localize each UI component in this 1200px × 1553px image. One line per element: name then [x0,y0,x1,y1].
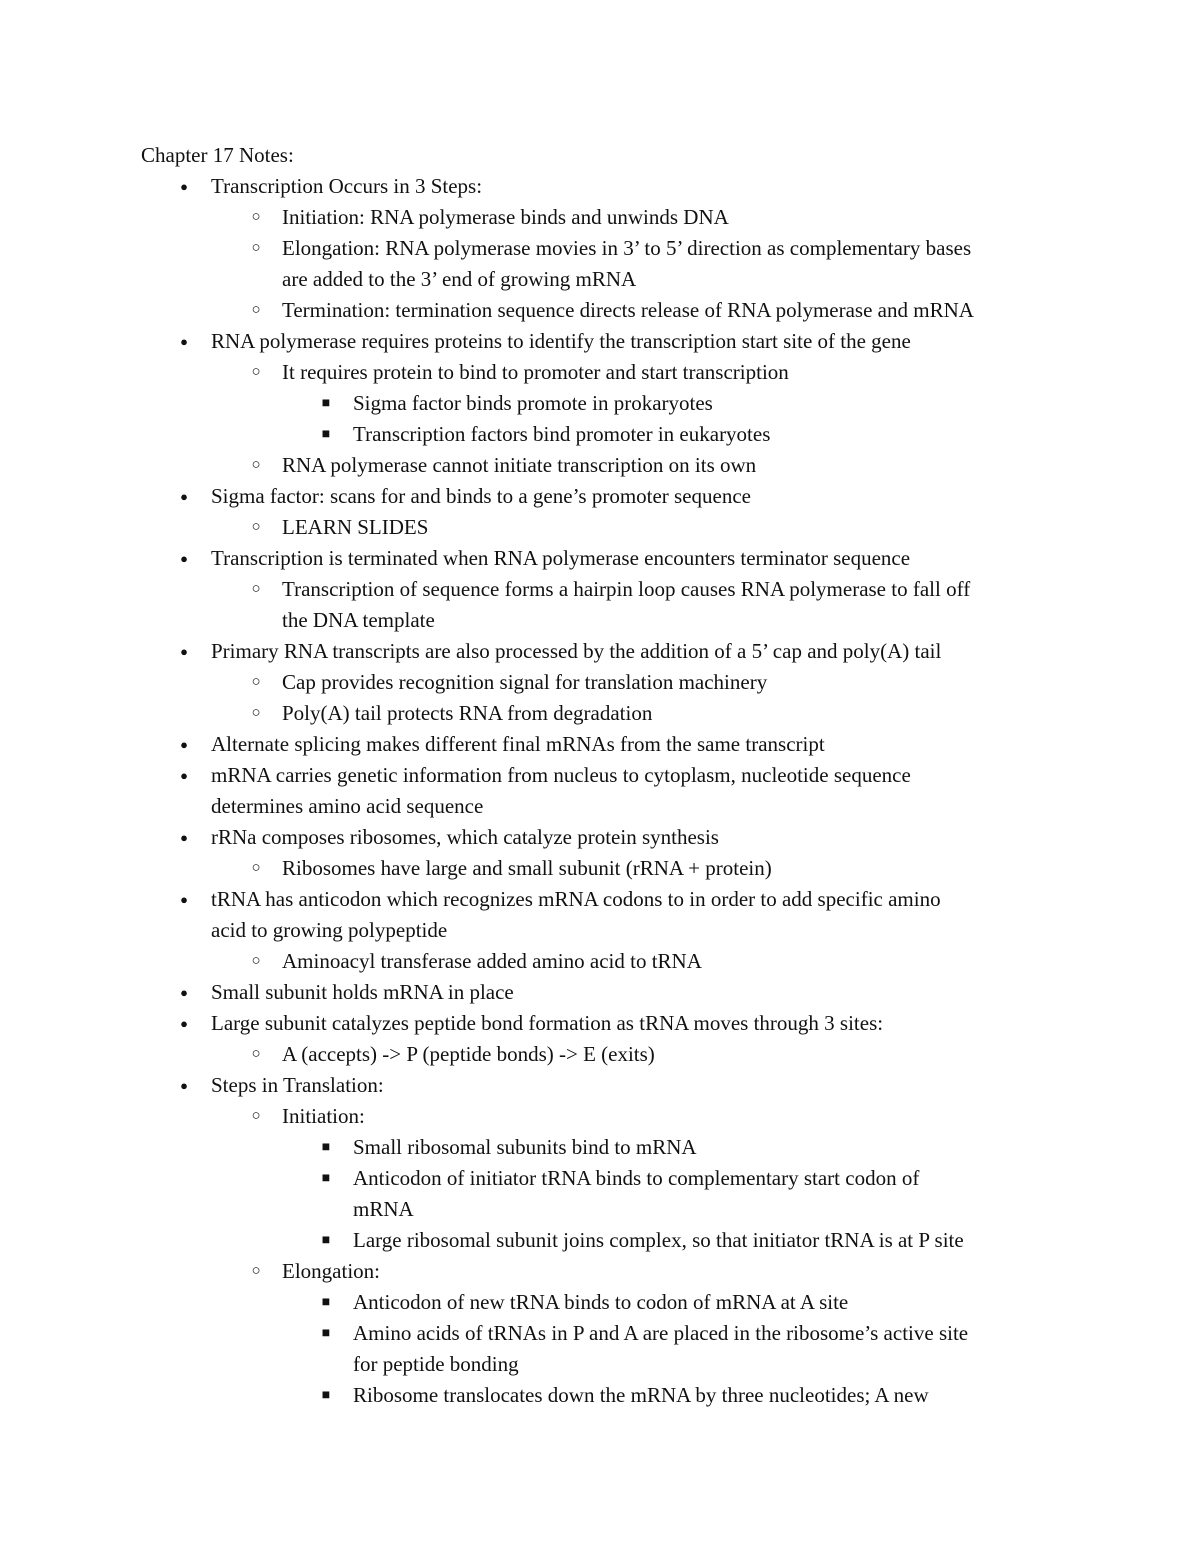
line-text: RNA polymerase requires proteins to identify the transcription start site of the gene [211,329,911,353]
outline-line-level-1 [0,326,1200,357]
bullet-marker-level-2: ○ [251,364,261,380]
outline-line-level-1 [0,760,1200,791]
line-text: for peptide bonding [353,1352,519,1376]
bullet-marker-level-2: ○ [251,1263,261,1279]
bullet-marker-level-1: ● [180,737,188,752]
bullet-marker-level-2: ○ [251,1046,261,1062]
bullet-marker-level-3: ■ [321,1295,331,1310]
line-text: Cap provides recognition signal for translation machinery [282,670,768,694]
outline-line-level-2 [0,698,1200,729]
bullet-marker-level-1: ● [180,489,188,504]
bullet-marker-level-3: ■ [321,1326,331,1341]
outline-line-level-1 [0,915,1200,946]
outline-line-level-2 [0,605,1200,636]
bullet-marker-level-1: ● [180,644,188,659]
outline-line-level-1 [0,543,1200,574]
bullet-marker-level-3: ■ [321,1140,331,1155]
outline-line-level-2 [0,1101,1200,1132]
line-text: A (accepts) -> P (peptide bonds) -> E (exits) [282,1042,655,1066]
line-text: Sigma factor: scans for and binds to a gene’s promoter sequence [211,484,752,508]
line-text: RNA polymerase cannot initiate transcription on its own [282,453,757,477]
line-text: Ribosomes have large and small subunit (rRNA + protein) [282,856,772,880]
line-text: mRNA [353,1197,414,1221]
bullet-marker-level-2: ○ [251,860,261,876]
outline-line-level-2 [0,233,1200,264]
line-text: determines amino acid sequence [211,794,484,818]
bullet-marker-level-1: ● [180,768,188,783]
outline-line-level-3 [0,388,1200,419]
line-text: Transcription is terminated when RNA polymerase encounters terminator sequence [211,546,911,570]
line-text: It requires protein to bind to promoter and start transcription [282,360,789,384]
line-text: Initiation: RNA polymerase binds and unwinds DNA [282,205,729,229]
outline-line-level-2 [0,853,1200,884]
outline-line-level-3 [0,1380,1200,1411]
line-text: Transcription Occurs in 3 Steps: [211,174,483,198]
outline-line-level-2 [0,1256,1200,1287]
outline-line-level-2 [0,667,1200,698]
outline-line-level-3 [0,1163,1200,1194]
line-text: Alternate splicing makes different final mRNAs from the same transcript [211,732,825,756]
outline-line-level-2 [0,574,1200,605]
line-text: Large ribosomal subunit joins complex, so that initiator tRNA is at P site [353,1228,964,1252]
line-text: are added to the 3’ end of growing mRNA [282,267,637,291]
outline-line-level-3 [0,1194,1200,1225]
bullet-marker-level-3: ■ [321,396,331,411]
bullet-marker-level-1: ● [180,551,188,566]
line-text: Amino acids of tRNAs in P and A are placed in the ribosome’s active site [353,1321,969,1345]
bullet-marker-level-3: ■ [321,1388,331,1403]
line-text: Anticodon of initiator tRNA binds to complementary start codon of [353,1166,920,1190]
bullet-marker-level-2: ○ [251,209,261,225]
bullet-marker-level-2: ○ [251,302,261,318]
line-text: Anticodon of new tRNA binds to codon of mRNA at A site [353,1290,849,1314]
bullet-marker-level-2: ○ [251,581,261,597]
outline-line-level-2 [0,295,1200,326]
line-text: Elongation: RNA polymerase movies in 3’ to 5’ direction as complementary bases [282,236,972,260]
bullet-marker-level-1: ● [180,1016,188,1031]
line-text: mRNA carries genetic information from nucleus to cytoplasm, nucleotide sequence [211,763,911,787]
bullet-marker-level-1: ● [180,1078,188,1093]
bullet-marker-level-1: ● [180,985,188,1000]
bullet-marker-level-2: ○ [251,519,261,535]
line-text: Chapter 17 Notes: [141,143,294,167]
bullet-marker-level-2: ○ [251,1108,261,1124]
bullet-marker-level-1: ● [180,892,188,907]
outline-line-level-2 [0,202,1200,233]
outline-line-level-3 [0,419,1200,450]
outline-line-level-1 [0,791,1200,822]
outline-line-level-2 [0,357,1200,388]
bullet-marker-level-2: ○ [251,674,261,690]
outline-line-level-1 [0,1070,1200,1101]
line-text: the DNA template [282,608,435,632]
bullet-marker-level-1: ● [180,334,188,349]
line-text: Aminoacyl transferase added amino acid to tRNA [282,949,702,973]
bullet-marker-level-2: ○ [251,457,261,473]
line-text: Poly(A) tail protects RNA from degradation [282,701,653,725]
outline-line-level-1 [0,884,1200,915]
line-text: Ribosome translocates down the mRNA by three nucleotides; A new [353,1383,929,1407]
line-text: Initiation: [282,1104,365,1128]
bullet-marker-level-2: ○ [251,705,261,721]
outline-line-level-2 [0,512,1200,543]
line-text: Primary RNA transcripts are also processed by the addition of a 5’ cap and poly(A) tail [211,639,942,663]
bullet-marker-level-2: ○ [251,240,261,256]
line-text: LEARN SLIDES [282,515,429,539]
outline-line-level-3 [0,1318,1200,1349]
notes-document [0,140,1200,1411]
line-text: Small subunit holds mRNA in place [211,980,514,1004]
outline-line-level-2 [0,946,1200,977]
outline-line-level-3 [0,1349,1200,1380]
line-text: rRNa composes ribosomes, which catalyze protein synthesis [211,825,719,849]
outline-line-level-1 [0,822,1200,853]
outline-line-level-1 [0,729,1200,760]
line-text: Elongation: [282,1259,380,1283]
line-text: Transcription of sequence forms a hairpin loop causes RNA polymerase to fall off [282,577,971,601]
bullet-marker-level-3: ■ [321,1233,331,1248]
outline-line-level-2 [0,264,1200,295]
line-text: Sigma factor binds promote in prokaryotes [353,391,713,415]
outline-line-level-2 [0,450,1200,481]
line-text: Steps in Translation: [211,1073,384,1097]
outline-line-level-1 [0,481,1200,512]
outline-line-level-3 [0,1132,1200,1163]
bullet-marker-level-1: ● [180,179,188,194]
outline-line-level-1 [0,977,1200,1008]
line-text: Small ribosomal subunits bind to mRNA [353,1135,697,1159]
outline-line-level-2 [0,1039,1200,1070]
outline-line-level-1 [0,1008,1200,1039]
line-text: tRNA has anticodon which recognizes mRNA codons to in order to add specific amino [211,887,941,911]
bullet-marker-level-2: ○ [251,953,261,969]
bullet-marker-level-1: ● [180,830,188,845]
page-title [0,140,1200,171]
line-text: Termination: termination sequence directs release of RNA polymerase and mRNA [282,298,974,322]
outline-line-level-3 [0,1287,1200,1318]
outline-line-level-1 [0,636,1200,667]
bullet-marker-level-3: ■ [321,1171,331,1186]
line-text: acid to growing polypeptide [211,918,448,942]
line-text: Transcription factors bind promoter in eukaryotes [353,422,771,446]
outline-line-level-3 [0,1225,1200,1256]
line-text: Large subunit catalyzes peptide bond formation as tRNA moves through 3 sites: [211,1011,884,1035]
bullet-marker-level-3: ■ [321,427,331,442]
outline-line-level-1 [0,171,1200,202]
